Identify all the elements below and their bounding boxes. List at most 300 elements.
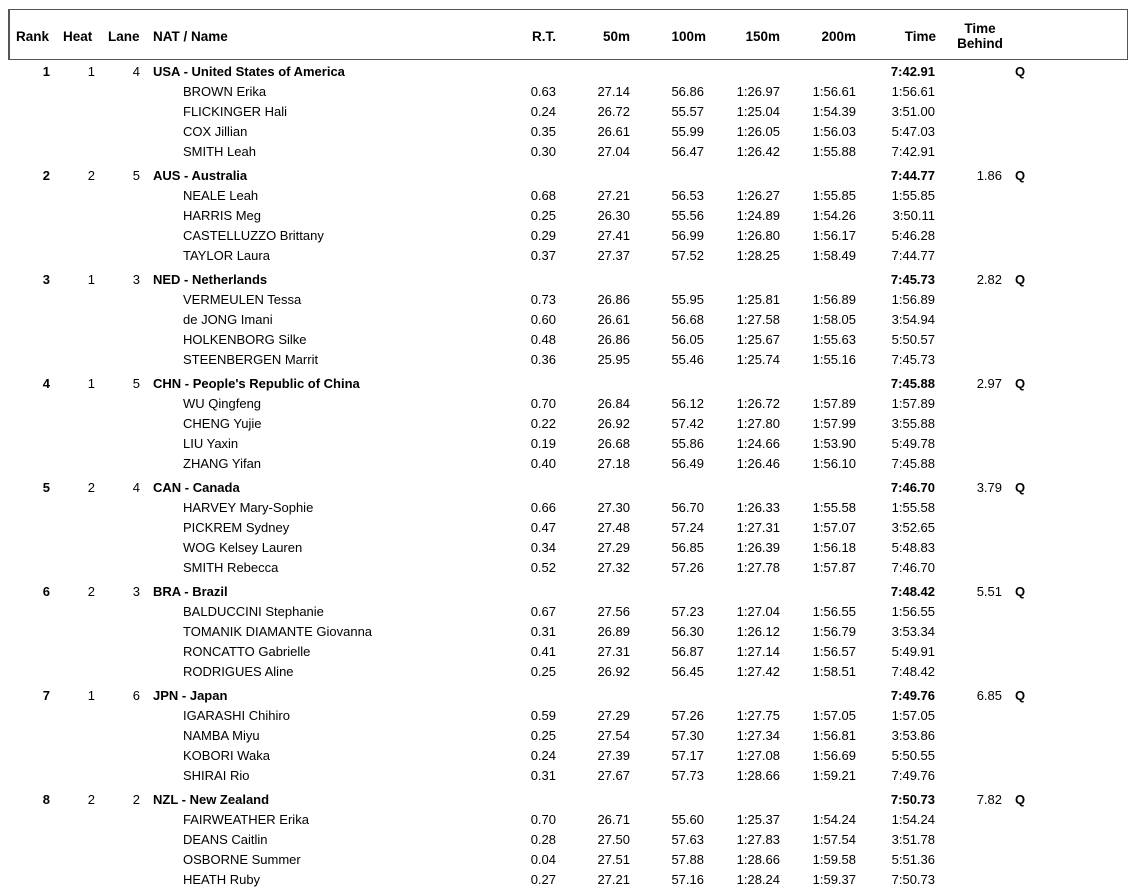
swimmer-name: FLICKINGER Hali bbox=[183, 104, 288, 119]
header-split-50m: 50m bbox=[602, 29, 630, 44]
reaction-time: 0.70 bbox=[530, 396, 556, 411]
split-100m: 55.46 bbox=[671, 352, 704, 367]
reaction-time: 0.22 bbox=[530, 416, 556, 431]
split-150m: 1:25.74 bbox=[736, 352, 780, 367]
split-150m: 1:26.27 bbox=[736, 188, 780, 203]
split-200m: 1:57.99 bbox=[812, 416, 856, 431]
split-100m: 57.16 bbox=[671, 872, 704, 887]
cumulative-time: 3:55.88 bbox=[891, 416, 935, 431]
swimmer-name: NAMBA Miyu bbox=[183, 728, 260, 743]
swimmer-name: FAIRWEATHER Erika bbox=[183, 812, 309, 827]
split-200m: 1:56.57 bbox=[812, 644, 856, 659]
split-200m: 1:59.21 bbox=[812, 768, 856, 783]
swimmer-name: WU Qingfeng bbox=[183, 396, 262, 411]
swimmer-name: SMITH Leah bbox=[183, 144, 256, 159]
swimmer-row bbox=[0, 330, 1134, 350]
cumulative-time: 3:53.86 bbox=[891, 728, 935, 743]
team-result bbox=[0, 582, 1134, 686]
split-200m: 1:53.90 bbox=[812, 436, 856, 451]
split-200m: 1:56.61 bbox=[812, 84, 856, 99]
split-150m: 1:25.67 bbox=[736, 332, 780, 347]
split-100m: 56.68 bbox=[671, 312, 704, 327]
split-100m: 56.49 bbox=[671, 456, 704, 471]
team-rank: 3 bbox=[42, 272, 50, 287]
cumulative-time: 7:46.70 bbox=[891, 560, 935, 575]
swimmer-name: LIU Yaxin bbox=[183, 436, 239, 451]
header-split-150m: 150m bbox=[745, 29, 780, 44]
split-150m: 1:26.12 bbox=[736, 624, 780, 639]
swimmer-row bbox=[0, 602, 1134, 622]
split-150m: 1:25.37 bbox=[736, 812, 780, 827]
team-rank: 1 bbox=[42, 64, 50, 79]
swimmer-name: SHIRAI Rio bbox=[183, 768, 250, 783]
reaction-time: 0.31 bbox=[530, 768, 556, 783]
split-150m: 1:27.31 bbox=[736, 520, 780, 535]
swimmer-name: CASTELLUZZO Brittany bbox=[183, 228, 324, 243]
swimmer-name: STEENBERGEN Marrit bbox=[183, 352, 319, 367]
split-200m: 1:54.24 bbox=[812, 812, 856, 827]
swimmer-name: IGARASHI Chihiro bbox=[183, 708, 290, 723]
split-150m: 1:24.66 bbox=[736, 436, 780, 451]
cumulative-time: 3:53.34 bbox=[891, 624, 935, 639]
split-50m: 26.61 bbox=[597, 124, 630, 139]
split-50m: 27.21 bbox=[597, 188, 630, 203]
split-150m: 1:27.14 bbox=[736, 644, 780, 659]
split-100m: 57.42 bbox=[671, 416, 704, 431]
split-100m: 55.86 bbox=[671, 436, 704, 451]
split-150m: 1:27.34 bbox=[736, 728, 780, 743]
swimmer-row bbox=[0, 142, 1134, 162]
split-200m: 1:55.58 bbox=[812, 500, 856, 515]
split-50m: 27.18 bbox=[597, 456, 630, 471]
qualification-mark: Q bbox=[1015, 376, 1026, 391]
header-nat-name: NAT / Name bbox=[153, 29, 228, 44]
team-row bbox=[0, 374, 1134, 394]
team-time-behind: 6.85 bbox=[976, 688, 1002, 703]
swimmer-name: DEANS Caitlin bbox=[183, 832, 268, 847]
reaction-time: 0.31 bbox=[530, 624, 556, 639]
cumulative-time: 1:55.58 bbox=[891, 500, 935, 515]
split-150m: 1:26.46 bbox=[736, 456, 780, 471]
split-50m: 27.29 bbox=[597, 540, 630, 555]
team-final-time: 7:46.70 bbox=[890, 480, 935, 495]
split-200m: 1:57.54 bbox=[812, 832, 856, 847]
cumulative-time: 7:50.73 bbox=[891, 872, 935, 887]
team-result bbox=[0, 374, 1134, 478]
qualification-mark: Q bbox=[1015, 272, 1026, 287]
split-150m: 1:24.89 bbox=[736, 208, 780, 223]
split-50m: 26.72 bbox=[597, 104, 630, 119]
split-50m: 26.92 bbox=[597, 416, 630, 431]
reaction-time: 0.19 bbox=[530, 436, 556, 451]
team-final-time: 7:48.42 bbox=[890, 584, 935, 599]
split-100m: 56.99 bbox=[671, 228, 704, 243]
header-lane: Lane bbox=[108, 29, 140, 44]
team-time-behind: 3.79 bbox=[976, 480, 1002, 495]
split-200m: 1:55.88 bbox=[812, 144, 856, 159]
cumulative-time: 7:42.91 bbox=[891, 144, 935, 159]
cumulative-time: 5:46.28 bbox=[891, 228, 935, 243]
reaction-time: 0.25 bbox=[530, 208, 556, 223]
split-100m: 57.52 bbox=[671, 248, 704, 263]
cumulative-time: 7:49.76 bbox=[891, 768, 935, 783]
swimmer-row bbox=[0, 206, 1134, 226]
team-heat: 2 bbox=[87, 168, 95, 183]
split-100m: 57.23 bbox=[671, 604, 704, 619]
split-50m: 27.32 bbox=[597, 560, 630, 575]
swimmer-name: NEALE Leah bbox=[183, 188, 259, 203]
swimmer-row bbox=[0, 454, 1134, 474]
team-nat-name: BRA - Brazil bbox=[153, 584, 228, 599]
split-100m: 55.56 bbox=[671, 208, 704, 223]
swimmer-row bbox=[0, 290, 1134, 310]
team-nat-name: JPN - Japan bbox=[153, 688, 228, 703]
team-lane: 4 bbox=[132, 64, 140, 79]
split-200m: 1:55.85 bbox=[812, 188, 856, 203]
reaction-time: 0.04 bbox=[530, 852, 556, 867]
split-100m: 57.30 bbox=[671, 728, 704, 743]
split-100m: 56.30 bbox=[671, 624, 704, 639]
reaction-time: 0.25 bbox=[530, 664, 556, 679]
cumulative-time: 5:49.91 bbox=[891, 644, 935, 659]
split-150m: 1:27.58 bbox=[736, 312, 780, 327]
split-200m: 1:59.37 bbox=[812, 872, 856, 887]
cumulative-time: 1:57.89 bbox=[891, 396, 935, 411]
cumulative-time: 5:47.03 bbox=[891, 124, 935, 139]
team-row bbox=[0, 478, 1134, 498]
swimmer-row bbox=[0, 350, 1134, 370]
split-150m: 1:27.78 bbox=[736, 560, 780, 575]
team-heat: 1 bbox=[87, 688, 95, 703]
team-heat: 2 bbox=[87, 480, 95, 495]
swimmer-name: COX Jillian bbox=[183, 124, 248, 139]
split-200m: 1:56.55 bbox=[812, 604, 856, 619]
team-lane: 4 bbox=[132, 480, 140, 495]
reaction-time: 0.70 bbox=[530, 812, 556, 827]
split-150m: 1:27.83 bbox=[736, 832, 780, 847]
split-150m: 1:26.05 bbox=[736, 124, 780, 139]
split-50m: 27.04 bbox=[597, 144, 630, 159]
team-rank: 5 bbox=[42, 480, 50, 495]
qualification-mark: Q bbox=[1015, 168, 1026, 183]
reaction-time: 0.60 bbox=[530, 312, 556, 327]
split-150m: 1:27.80 bbox=[736, 416, 780, 431]
swimmer-name: RODRIGUES Aline bbox=[183, 664, 294, 679]
team-rank: 2 bbox=[42, 168, 50, 183]
cumulative-time: 3:50.11 bbox=[892, 208, 935, 223]
swimmer-row bbox=[0, 102, 1134, 122]
team-heat: 2 bbox=[87, 792, 95, 807]
team-lane: 6 bbox=[132, 688, 140, 703]
reaction-time: 0.34 bbox=[530, 540, 556, 555]
reaction-time: 0.28 bbox=[530, 832, 556, 847]
reaction-time: 0.25 bbox=[530, 728, 556, 743]
split-50m: 26.71 bbox=[597, 812, 630, 827]
split-50m: 26.92 bbox=[597, 664, 630, 679]
swimmer-name: TAYLOR Laura bbox=[183, 248, 270, 263]
team-row bbox=[0, 62, 1134, 82]
split-50m: 26.68 bbox=[597, 436, 630, 451]
split-150m: 1:27.75 bbox=[736, 708, 780, 723]
reaction-time: 0.59 bbox=[530, 708, 556, 723]
team-final-time: 7:45.73 bbox=[890, 272, 935, 287]
team-result bbox=[0, 166, 1134, 270]
split-200m: 1:56.69 bbox=[812, 748, 856, 763]
team-row bbox=[0, 582, 1134, 602]
split-200m: 1:56.89 bbox=[812, 292, 856, 307]
swimmer-row bbox=[0, 810, 1134, 830]
swimmer-row bbox=[0, 746, 1134, 766]
swimmer-row bbox=[0, 642, 1134, 662]
split-200m: 1:56.03 bbox=[812, 124, 856, 139]
swimmer-row bbox=[0, 766, 1134, 786]
swimmer-row bbox=[0, 830, 1134, 850]
split-100m: 57.24 bbox=[671, 520, 704, 535]
split-150m: 1:26.97 bbox=[736, 84, 780, 99]
reaction-time: 0.41 bbox=[530, 644, 556, 659]
team-lane: 5 bbox=[132, 168, 140, 183]
team-nat-name: NZL - New Zealand bbox=[153, 792, 270, 807]
swimmer-name: HARRIS Meg bbox=[183, 208, 262, 223]
team-row bbox=[0, 270, 1134, 290]
qualification-mark: Q bbox=[1015, 688, 1026, 703]
split-150m: 1:28.66 bbox=[736, 768, 780, 783]
swimmer-name: KOBORI Waka bbox=[183, 748, 270, 763]
swimmer-name: HOLKENBORG Silke bbox=[183, 332, 307, 347]
team-final-time: 7:44.77 bbox=[890, 168, 935, 183]
swimmer-row bbox=[0, 622, 1134, 642]
reaction-time: 0.73 bbox=[530, 292, 556, 307]
split-50m: 27.48 bbox=[597, 520, 630, 535]
cumulative-time: 1:54.24 bbox=[891, 812, 935, 827]
results-header bbox=[8, 9, 1128, 60]
split-100m: 56.12 bbox=[671, 396, 704, 411]
cumulative-time: 5:49.78 bbox=[891, 436, 935, 451]
results-list bbox=[0, 62, 1134, 894]
swimmer-name: de JONG Imani bbox=[183, 312, 273, 327]
reaction-time: 0.29 bbox=[530, 228, 556, 243]
team-result bbox=[0, 62, 1134, 166]
split-50m: 27.51 bbox=[597, 852, 630, 867]
team-rank: 7 bbox=[42, 688, 50, 703]
swimmer-row bbox=[0, 310, 1134, 330]
team-time-behind: 7.82 bbox=[976, 792, 1002, 807]
split-100m: 57.17 bbox=[671, 748, 704, 763]
reaction-time: 0.52 bbox=[530, 560, 556, 575]
team-result bbox=[0, 686, 1134, 790]
split-200m: 1:56.79 bbox=[812, 624, 856, 639]
swimmer-row bbox=[0, 246, 1134, 266]
cumulative-time: 7:45.73 bbox=[891, 352, 935, 367]
split-150m: 1:26.39 bbox=[736, 540, 780, 555]
team-time-behind: 2.97 bbox=[976, 376, 1002, 391]
swimmer-name: SMITH Rebecca bbox=[183, 560, 279, 575]
split-200m: 1:57.05 bbox=[812, 708, 856, 723]
split-100m: 56.53 bbox=[671, 188, 704, 203]
header-split-200m: 200m bbox=[821, 29, 856, 44]
team-nat-name: CAN - Canada bbox=[153, 480, 240, 495]
split-100m: 56.70 bbox=[671, 500, 704, 515]
team-heat: 1 bbox=[87, 64, 95, 79]
cumulative-time: 1:56.61 bbox=[891, 84, 935, 99]
reaction-time: 0.63 bbox=[530, 84, 556, 99]
team-final-time: 7:42.91 bbox=[890, 64, 935, 79]
split-200m: 1:58.51 bbox=[812, 664, 856, 679]
split-150m: 1:26.72 bbox=[736, 396, 780, 411]
split-150m: 1:26.33 bbox=[736, 500, 780, 515]
split-50m: 27.67 bbox=[597, 768, 630, 783]
swimmer-row bbox=[0, 662, 1134, 682]
split-200m: 1:58.05 bbox=[812, 312, 856, 327]
swimmer-name: HARVEY Mary-Sophie bbox=[183, 500, 314, 515]
split-50m: 27.29 bbox=[597, 708, 630, 723]
qualification-mark: Q bbox=[1015, 64, 1026, 79]
team-rank: 6 bbox=[42, 584, 50, 599]
split-100m: 55.95 bbox=[671, 292, 704, 307]
swimmer-name: CHENG Yujie bbox=[183, 416, 262, 431]
team-lane: 3 bbox=[132, 584, 140, 599]
cumulative-time: 7:45.88 bbox=[891, 456, 935, 471]
swimmer-row bbox=[0, 82, 1134, 102]
split-50m: 26.86 bbox=[597, 292, 630, 307]
reaction-time: 0.27 bbox=[530, 872, 556, 887]
split-200m: 1:56.10 bbox=[812, 456, 856, 471]
split-150m: 1:28.66 bbox=[736, 852, 780, 867]
split-150m: 1:28.24 bbox=[736, 872, 780, 887]
swimmer-row bbox=[0, 394, 1134, 414]
header-reaction-time: R.T. bbox=[531, 29, 556, 44]
swimmer-name: WOG Kelsey Lauren bbox=[183, 540, 303, 555]
team-final-time: 7:49.76 bbox=[890, 688, 935, 703]
header-rank: Rank bbox=[16, 29, 50, 44]
team-time-behind: 1.86 bbox=[976, 168, 1002, 183]
header-time-behind-line2: Behind bbox=[957, 36, 1003, 51]
cumulative-time: 3:51.78 bbox=[891, 832, 935, 847]
cumulative-time: 3:51.00 bbox=[891, 104, 935, 119]
cumulative-time: 1:56.55 bbox=[891, 604, 935, 619]
swimmer-row bbox=[0, 518, 1134, 538]
team-result bbox=[0, 270, 1134, 374]
swimmer-name: VERMEULEN Tessa bbox=[183, 292, 302, 307]
reaction-time: 0.66 bbox=[530, 500, 556, 515]
cumulative-time: 1:56.89 bbox=[891, 292, 935, 307]
split-100m: 56.85 bbox=[671, 540, 704, 555]
cumulative-time: 1:55.85 bbox=[891, 188, 935, 203]
split-100m: 57.73 bbox=[671, 768, 704, 783]
split-150m: 1:27.08 bbox=[736, 748, 780, 763]
split-200m: 1:55.63 bbox=[812, 332, 856, 347]
split-50m: 27.30 bbox=[597, 500, 630, 515]
reaction-time: 0.40 bbox=[530, 456, 556, 471]
split-50m: 25.95 bbox=[597, 352, 630, 367]
team-nat-name: CHN - People's Republic of China bbox=[153, 376, 360, 391]
swimmer-name: BALDUCCINI Stephanie bbox=[183, 604, 324, 619]
split-100m: 56.86 bbox=[671, 84, 704, 99]
split-200m: 1:58.49 bbox=[812, 248, 856, 263]
cumulative-time: 5:50.55 bbox=[891, 748, 935, 763]
split-150m: 1:26.42 bbox=[736, 144, 780, 159]
team-time-behind: 2.82 bbox=[976, 272, 1002, 287]
split-100m: 57.63 bbox=[671, 832, 704, 847]
split-100m: 57.26 bbox=[671, 708, 704, 723]
team-row bbox=[0, 790, 1134, 810]
split-50m: 27.14 bbox=[597, 84, 630, 99]
reaction-time: 0.36 bbox=[530, 352, 556, 367]
swimmer-row bbox=[0, 186, 1134, 206]
split-150m: 1:28.25 bbox=[736, 248, 780, 263]
swimmer-row bbox=[0, 226, 1134, 246]
swimmer-row bbox=[0, 558, 1134, 578]
swimmer-row bbox=[0, 122, 1134, 142]
split-100m: 56.05 bbox=[671, 332, 704, 347]
qualification-mark: Q bbox=[1015, 792, 1026, 807]
team-lane: 2 bbox=[132, 792, 140, 807]
swimmer-name: HEATH Ruby bbox=[183, 872, 261, 887]
reaction-time: 0.35 bbox=[530, 124, 556, 139]
header-time-behind-line1: Time bbox=[964, 21, 996, 36]
header-heat: Heat bbox=[63, 29, 93, 44]
split-150m: 1:27.42 bbox=[736, 664, 780, 679]
team-row bbox=[0, 686, 1134, 706]
cumulative-time: 5:48.83 bbox=[891, 540, 935, 555]
split-200m: 1:57.07 bbox=[812, 520, 856, 535]
split-50m: 26.89 bbox=[597, 624, 630, 639]
split-50m: 27.54 bbox=[597, 728, 630, 743]
swimmer-row bbox=[0, 850, 1134, 870]
split-100m: 56.87 bbox=[671, 644, 704, 659]
swimmer-name: RONCATTO Gabrielle bbox=[183, 644, 311, 659]
team-nat-name: AUS - Australia bbox=[153, 168, 248, 183]
reaction-time: 0.24 bbox=[530, 104, 556, 119]
split-150m: 1:26.80 bbox=[736, 228, 780, 243]
split-100m: 55.99 bbox=[671, 124, 704, 139]
split-200m: 1:56.17 bbox=[812, 228, 856, 243]
split-200m: 1:54.26 bbox=[812, 208, 856, 223]
split-100m: 55.57 bbox=[671, 104, 704, 119]
team-time-behind: 5.51 bbox=[976, 584, 1002, 599]
split-200m: 1:57.87 bbox=[812, 560, 856, 575]
swimmer-row bbox=[0, 538, 1134, 558]
team-heat: 2 bbox=[87, 584, 95, 599]
reaction-time: 0.30 bbox=[530, 144, 556, 159]
reaction-time: 0.48 bbox=[530, 332, 556, 347]
split-200m: 1:59.58 bbox=[812, 852, 856, 867]
team-rank: 4 bbox=[42, 376, 50, 391]
swimmer-row bbox=[0, 434, 1134, 454]
swimmer-row bbox=[0, 414, 1134, 434]
split-50m: 26.84 bbox=[597, 396, 630, 411]
split-50m: 27.56 bbox=[597, 604, 630, 619]
swimmer-row bbox=[0, 726, 1134, 746]
swimmer-name: OSBORNE Summer bbox=[183, 852, 301, 867]
split-100m: 56.47 bbox=[671, 144, 704, 159]
split-200m: 1:56.18 bbox=[812, 540, 856, 555]
split-150m: 1:25.04 bbox=[736, 104, 780, 119]
split-200m: 1:54.39 bbox=[812, 104, 856, 119]
split-100m: 57.88 bbox=[671, 852, 704, 867]
swimmer-row bbox=[0, 870, 1134, 890]
header-split-100m: 100m bbox=[671, 29, 706, 44]
split-50m: 26.61 bbox=[597, 312, 630, 327]
split-50m: 27.37 bbox=[597, 248, 630, 263]
team-row bbox=[0, 166, 1134, 186]
reaction-time: 0.67 bbox=[530, 604, 556, 619]
qualification-mark: Q bbox=[1015, 584, 1026, 599]
split-50m: 27.31 bbox=[597, 644, 630, 659]
split-50m: 26.86 bbox=[597, 332, 630, 347]
team-nat-name: USA - United States of America bbox=[153, 64, 345, 79]
split-200m: 1:56.81 bbox=[812, 728, 856, 743]
